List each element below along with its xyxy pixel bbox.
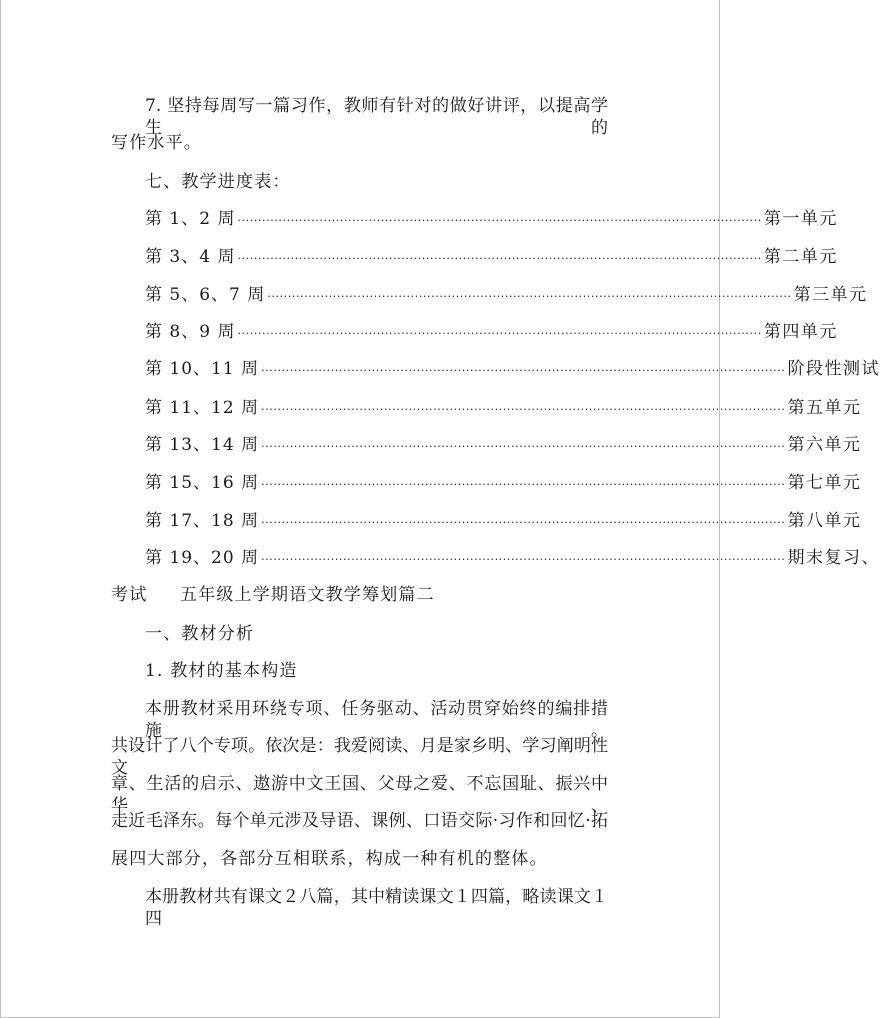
leader-dots: ································································································································ [261,440,786,453]
schedule-weeks: 第 3、4 周 [145,247,236,267]
schedule-unit: 第五单元 [787,398,862,418]
schedule-row [145,358,880,380]
schedule-unit: 第六单元 [787,435,862,455]
part2-heading: 一、教材分析 [145,624,255,644]
schedule-unit: 第七单元 [787,473,862,493]
schedule-weeks: 第 5、6、7 周 [145,285,266,305]
schedule-unit: 第四单元 [763,322,838,342]
part2-subheading: 1. 教材的基本构造 [145,661,298,681]
schedule-unit: 第三单元 [793,285,868,305]
leader-dots: ································································································································ [261,516,786,529]
leader-dots: ································································································································ [237,327,762,340]
schedule-unit: 阶段性测试 [787,359,880,379]
page-border-left [0,0,1,1018]
schedule-weeks: 第 17、18 周 [145,511,260,531]
para1-line: 共设计了八个专项。依次是：我爱阅读、月是家乡明、学习阐明性文 [111,736,608,778]
exam-word: 考试 [111,585,148,605]
schedule-row [145,434,862,456]
part2-title: 五年级上学期语文教学筹划篇二 [180,585,435,605]
item7-line2: 写作水平。 [111,133,202,153]
schedule-weeks: 第 10、11 周 [145,359,260,379]
para1-line: 章、生活的启示、遨游中文王国、父母之爱、不忘国耻、振兴中华、 [111,774,608,816]
leader-dots: ································································································································ [261,553,786,566]
schedule-weeks: 第 19、20 周 [145,548,260,568]
para1-line: 展四大部分，各部分互相联系，构成一种有机的整体。 [111,849,548,869]
schedule-row [145,397,862,419]
schedule-unit: 期末复习、 [787,548,880,568]
leader-dots: ································································································································ [261,364,786,377]
schedule-row [145,547,880,569]
page-border-right [719,0,720,1018]
schedule-unit: 第一单元 [763,209,838,229]
schedule-row [145,246,838,268]
schedule-unit: 第二单元 [763,247,838,267]
schedule-unit: 第八单元 [787,511,862,531]
schedule-weeks: 第 15、16 周 [145,473,260,493]
para1-line: 本册教材采用环绕专项、任务驱动、活动贯穿始终的编排措施。 [145,699,608,741]
schedule-weeks: 第 8、9 周 [145,322,236,342]
leader-dots: ································································································································ [237,252,762,265]
para1-line: 走近毛泽东。每个单元涉及导语、课例、口语交际·习作和回忆·拓 [111,811,608,831]
para2-line1: 本册教材共有课文２八篇，其中精读课文１四篇，略读课文１四 [145,887,608,929]
schedule-row [145,284,868,306]
schedule-row [145,510,862,532]
schedule-weeks: 第 13、14 周 [145,435,260,455]
leader-dots: ································································································································ [261,403,786,416]
schedule-row [145,472,862,494]
leader-dots: ································································································································ [261,478,786,491]
item7-line1: 7. 坚持每周写一篇习作，教师有针对的做好讲评，以提高学生的 [145,96,608,138]
schedule-row [145,208,838,230]
schedule-weeks: 第 11、12 周 [145,398,260,418]
schedule-weeks: 第 1、2 周 [145,209,236,229]
leader-dots: ································································································································ [267,290,792,303]
leader-dots: ································································································································ [237,214,762,227]
schedule-row [145,321,838,343]
section7-heading: 七、教学进度表： [145,172,291,192]
